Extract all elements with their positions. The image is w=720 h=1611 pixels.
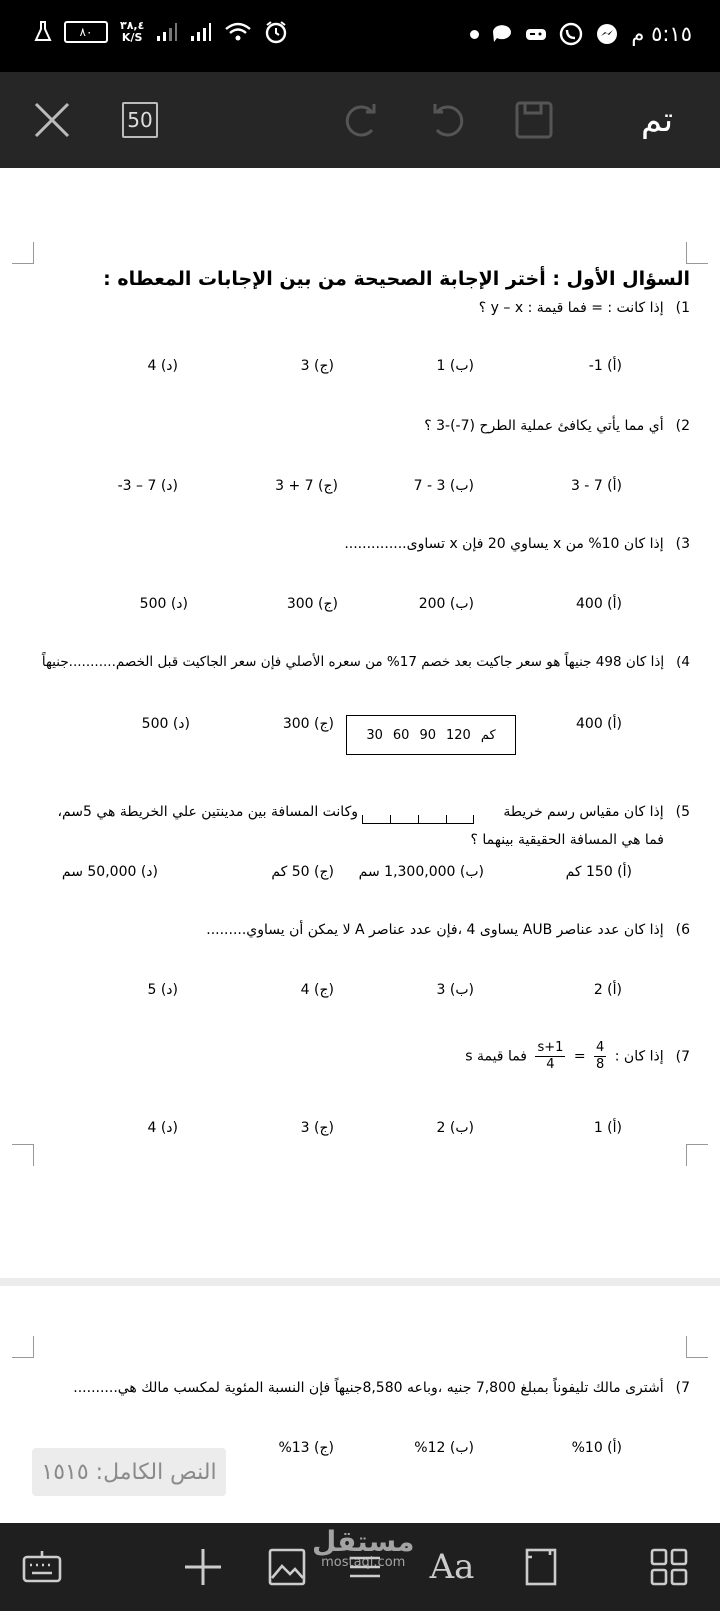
messenger-icon [595, 22, 619, 46]
question-5-line-2: فما هي المسافة الحقيقية بينهما ؟ [470, 832, 664, 848]
question-number: 3) [675, 536, 690, 552]
question-number: 7) [675, 1380, 690, 1396]
question-number: 1) [675, 300, 690, 316]
document-viewer[interactable] [0, 168, 720, 1523]
image-icon [268, 1548, 306, 1586]
question-5-text-b: وكانت المسافة بين مدينتين علي الخريطة هي 5سم، [57, 804, 358, 820]
question-5 [503, 804, 690, 820]
question-number: 4) [676, 654, 690, 670]
option-a: (أ) 1- [588, 358, 622, 374]
signal-icon [190, 22, 212, 42]
option-d: (د) 7 – 3- [117, 478, 178, 494]
crop-mark [686, 242, 708, 264]
close-button[interactable] [28, 72, 76, 168]
question-4 [42, 654, 690, 670]
option-c: (ج) 50 كم [271, 864, 334, 880]
battery-icon [64, 21, 108, 43]
crop-button[interactable] [518, 1523, 564, 1611]
scale-unit: كم [480, 727, 496, 743]
option-c: (ج) 3 [300, 358, 334, 374]
question-3 [344, 536, 690, 552]
option-b: (ب) 1 [436, 358, 474, 374]
crop-mark [686, 1336, 708, 1358]
option-c: (ج) 7 + 3 [275, 478, 338, 494]
question-number: 5) [675, 804, 690, 820]
fraction-numerator: 4 [596, 1040, 605, 1055]
option-d: (د) 4 [147, 358, 178, 374]
section-title: السؤال الأول : أختر الإجابة الصحيحة من بين الإجابات المعطاه : [103, 268, 690, 290]
question-text: إذا كانت : = فما قيمة : y – x ؟ [478, 300, 664, 316]
crop-icon [524, 1547, 558, 1587]
redo-button[interactable] [340, 72, 384, 168]
save-button[interactable] [512, 72, 556, 168]
fraction-right [535, 1040, 565, 1073]
keyboard-button[interactable] [18, 1523, 66, 1611]
fraction-denominator: 8 [596, 1057, 605, 1072]
net-speed-unit: K/S [121, 31, 143, 44]
insert-image-button[interactable] [264, 1523, 310, 1611]
question-7-options [0, 1120, 720, 1144]
question-1 [479, 300, 690, 316]
done-label: تم [640, 100, 674, 140]
zoom-box-icon [122, 102, 158, 138]
question-text: أشترى مالك تليفوناً بمبلغ 7,800 جنيه ،وباعه 8,580جنيهاً فإن النسبة المئوية لمكسب مالك هي.......... [73, 1380, 664, 1396]
question-6-options [0, 982, 720, 1006]
option-c: (ج) 4 [300, 982, 334, 998]
watermark-url: mostaql.com [321, 1555, 406, 1570]
option-d: (د) 50,000 سم [61, 864, 158, 880]
option-d: (د) 5 [147, 982, 178, 998]
option-c: (ج) 300 [282, 716, 334, 732]
option-a: (أ) 150 كم [565, 864, 632, 880]
wifi-icon [224, 21, 252, 43]
map-scale-line [362, 816, 474, 824]
close-icon [32, 100, 72, 140]
question-1-options [0, 358, 720, 382]
add-button[interactable] [180, 1523, 226, 1611]
option-a: (أ) 10% [571, 1440, 622, 1456]
page2-question [73, 1380, 690, 1396]
option-b: (ب) 2 [436, 1120, 474, 1136]
option-d: (د) 500 [141, 716, 190, 732]
option-c: (ج) 13% [278, 1440, 334, 1456]
option-c: (ج) 300 [286, 596, 338, 612]
equals-sign: = [573, 1048, 586, 1065]
question-text: إذا كان مقياس رسم خريطة [503, 804, 664, 820]
option-b: (ب) 200 [418, 596, 474, 612]
net-speed-value: ٣٨,٤ [120, 19, 145, 32]
fraction-left [594, 1040, 606, 1073]
option-b: (ب) 3 - 7 [413, 478, 474, 494]
keyboard-icon [22, 1549, 62, 1585]
scale-value: 30 [366, 727, 383, 743]
question-text-pre: إذا كان : [614, 1048, 664, 1065]
pages-icon [649, 1547, 689, 1587]
save-icon [515, 101, 553, 139]
alarm-clock-icon [264, 20, 288, 44]
scale-value: 60 [392, 727, 410, 743]
signal-icon [156, 22, 178, 42]
option-c: (ج) 3 [300, 1120, 334, 1136]
editor-toolbar [0, 72, 720, 168]
question-2 [424, 418, 690, 434]
redo-icon [342, 100, 382, 140]
clock-time: ٥:١٥ م [631, 22, 692, 46]
battery-level: ٨٠ [79, 25, 93, 39]
map-scale-box [346, 715, 516, 755]
crop-mark [12, 1144, 34, 1166]
zoom-level-button[interactable] [118, 72, 162, 168]
scale-value: 90 [419, 727, 436, 743]
watermark-text: مستقل [312, 1525, 415, 1558]
question-number: 6) [675, 922, 690, 938]
zoom-level: 50 [127, 108, 153, 132]
question-text-post: فما قيمة s [465, 1048, 527, 1065]
option-a: (أ) 2 [593, 982, 622, 998]
option-a: (أ) 400 [576, 716, 622, 732]
status-bar [0, 0, 720, 72]
fraction-denominator: 4 [546, 1057, 555, 1072]
font-button[interactable] [424, 1523, 480, 1611]
question-2-options [0, 478, 720, 502]
option-b: (ب) 1,300,000 سم [358, 864, 484, 880]
option-d: (د) 500 [139, 596, 188, 612]
question-5-options [0, 864, 720, 888]
whatsapp-icon [559, 22, 583, 46]
option-b: (ب) 12% [414, 1440, 474, 1456]
option-d: (د) 4 [147, 1120, 178, 1136]
status-left [34, 20, 288, 44]
pages-button[interactable] [646, 1523, 692, 1611]
question-text: إذا كان 498 جنيهاً هو سعر جاكيت بعد خصم 17% من سعره الأصلي فإن سعر الجاكيت قبل الخصم...........جنيهاً [41, 654, 665, 670]
notification-dot [470, 30, 479, 39]
crop-mark [12, 1336, 34, 1358]
crop-mark [686, 1144, 708, 1166]
done-button[interactable] [622, 72, 692, 168]
game-icon [525, 26, 547, 42]
document-page-1 [0, 168, 720, 1278]
question-text: إذا كان عدد عناصر AUB يساوى 4 ،فإن عدد عناصر A لا يمكن أن يساوي......... [206, 922, 664, 938]
undo-button[interactable] [425, 72, 469, 168]
option-b: (ب) 3 [436, 982, 474, 998]
crop-mark [12, 242, 34, 264]
net-speed [120, 20, 144, 44]
question-text: إذا كان 10% من x يساوي 20 فإن x تساوى.............. [344, 536, 664, 552]
option-a: (أ) 1 [593, 1120, 622, 1136]
watermark-logo [312, 1525, 415, 1570]
add-icon [183, 1547, 223, 1587]
option-a: (أ) 400 [576, 596, 622, 612]
chat-icon [491, 24, 513, 44]
undo-icon [427, 100, 467, 140]
status-right [470, 22, 692, 46]
question-text: أي مما يأتي يكافئ عملية الطرح (7-)-3 ؟ [424, 418, 664, 434]
full-text-badge[interactable]: النص الكامل: ١٥١٥ [32, 1448, 226, 1496]
question-3-options [0, 596, 720, 620]
scale-value: 120 [445, 727, 471, 743]
question-6 [206, 922, 690, 938]
question-number: 2) [675, 418, 690, 434]
option-a: (أ) 7 - 3 [570, 478, 622, 494]
question-7 [465, 1040, 690, 1073]
flask-icon [34, 21, 52, 43]
question-number: 7) [675, 1048, 690, 1065]
font-icon: Aa [429, 1547, 475, 1587]
fraction-numerator: s+1 [537, 1040, 564, 1055]
